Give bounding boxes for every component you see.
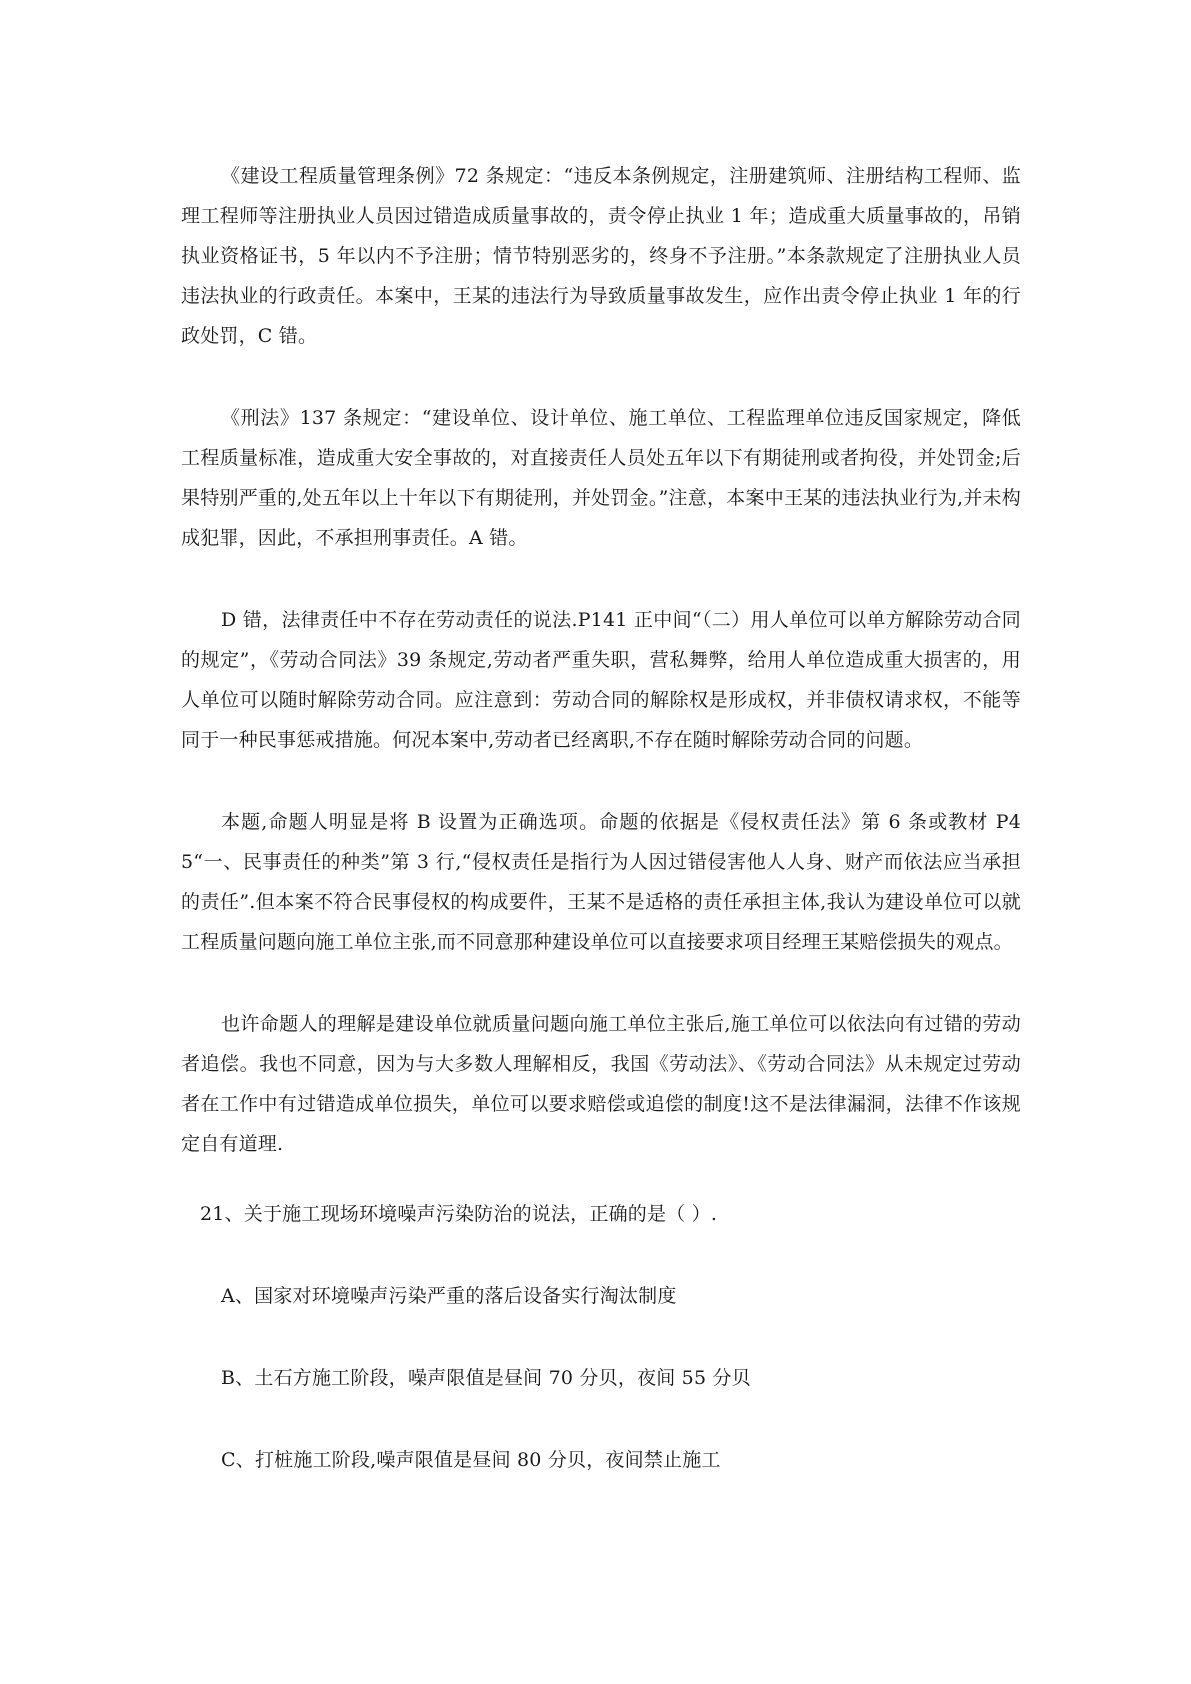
option-b: B、土石方施工阶段，噪声限值是昼间 70 分贝，夜间 55 分贝 (221, 1367, 751, 1389)
paragraph-2: 《刑法》137 条规定：“建设单位、设计单位、施工单位、工程监理单位违反国家规定，降低工程质量标准，造成重大安全事故的，对直接责任人员处五年以下有期徒刑或者拘役，并处罚金;后果特别严重的,处五年以上十年以下有期徒刑，并处罚金。”注意，本案中王某的违法执业行为,并未构成犯罪，因此，不承担刑事责任。A 错。 (181, 407, 1021, 549)
paragraph-3: D 错，法律责任中不存在劳动责任的说法.P141 正中间“（二）用人单位可以单方解除劳动合同的规定”，《劳动合同法》39 条规定,劳动者严重失职，营私舞弊，给用人单位造成重大损害的，用人单位可以随时解除劳动合同。应注意到：劳动合同的解除权是形成权，并非债权请求权，不能等同于一种民事惩戒措施。何况本案中,劳动者已经离职,不存在随时解除劳动合同的问题。 (181, 609, 1021, 751)
paragraph-5: 也许命题人的理解是建设单位就质量问题向施工单位主张后,施工单位可以依法向有过错的劳动者追偿。我也不同意，因为与大多数人理解相反，我国《劳动法》、《劳动合同法》从未规定过劳动者在工作中有过错造成单位损失，单位可以要求赔偿或追偿的制度!这不是法律漏洞，法律不作该规定自有道理. (181, 1013, 1021, 1155)
option-c: C、打桩施工阶段,噪声限值是昼间 80 分贝，夜间禁止施工 (221, 1449, 721, 1471)
document-body (181, 156, 1021, 1480)
question-stem: 21、关于施工现场环境噪声污染防治的说法，正确的是（ ）. (200, 1203, 718, 1225)
paragraph-1: 《建设工程质量管理条例》72 条规定：“违反本条例规定，注册建筑师、注册结构工程师、监理工程师等注册执业人员因过错造成质量事故的，责令停止执业 1 年；造成重大质量事故的，吊销执业资格证书，5 年以内不予注册；情节特别恶劣的，终身不予注册。”本条款规定了注册执业人员违法执业的行政责任。本案中，王某的违法行为导致质量事故发生，应作出责令停止执业 1 年的行政处罚，C 错。 (181, 165, 1021, 347)
paragraph-4: 本题,命题人明显是将 B 设置为正确选项。命题的依据是《侵权责任法》第 6 条或教材 P45“一、民事责任的种类”第 3 行,“侵权责任是指行为人因过错侵害他人人身、财产而依法应当承担的责任”.但本案不符合民事侵权的构成要件，王某不是适格的责任承担主体,我认为建设单位可以就工程质量问题向施工单位主张,而不同意那种建设单位可以直接要求项目经理王某赔偿损失的观点。 (181, 811, 1021, 953)
option-a: A、国家对环境噪声污染严重的落后设备实行淘汰制度 (221, 1285, 677, 1307)
